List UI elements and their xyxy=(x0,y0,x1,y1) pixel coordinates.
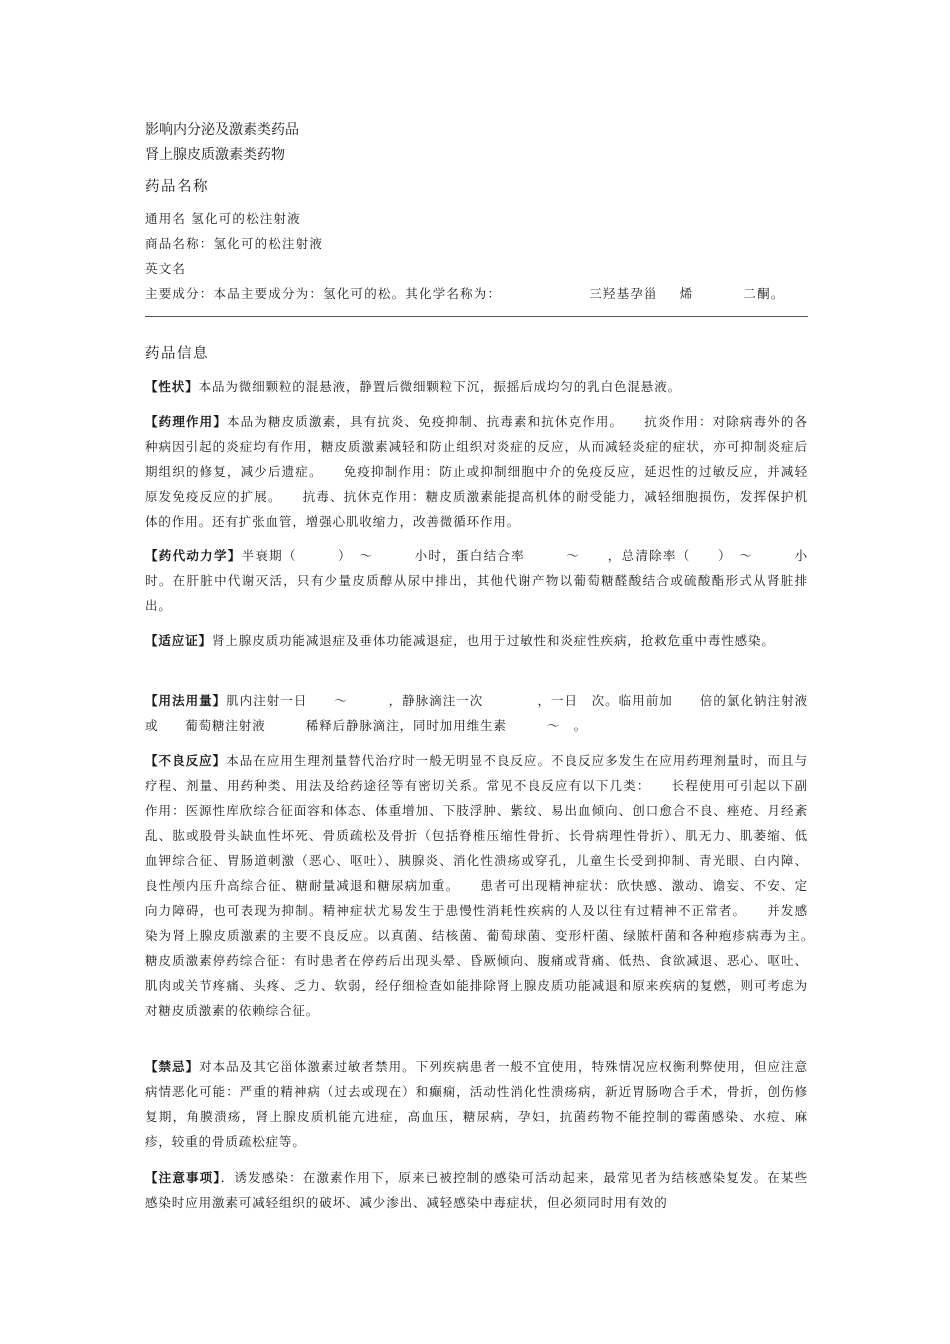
paragraph-text: 肌内注射一日 ～ ，静脉滴注一次 ，一日 次。临用前加 倍的氯化钠注射液或 葡萄糖注射液 稀释后静脉滴注，同时加用维生素 ～ 。 xyxy=(145,693,808,733)
section-divider xyxy=(145,316,808,317)
paragraph-precautions xyxy=(145,1165,808,1215)
chemical-name-part-2: 烯 xyxy=(679,286,694,301)
paragraph-text: 本品为糖皮质激素，具有抗炎、免疫抑制、抗毒素和抗休克作用。 抗炎作用：对除病毒外的各种病因引起的炎症均有作用，糖皮质激素减轻和防止组织对炎症的反应，从而减轻炎症的症状，亦可抑制炎症后期组织的修复，减少后遗症。 免疫抑制作用：防止或抑制细胞中介的免疫反应，延迟性的过敏反应，并减轻原发免疫反应的扩展。 抗毒、抗休克作用：糖皮质激素能提高机体的耐受能力，减轻细胞损伤，发挥保护机体的作用。还有扩张血管，增强心肌收缩力，改善微循环作用。 xyxy=(145,414,808,529)
paragraph-text: 对本品及其它甾体激素过敏者禁用。下列疾病患者一般不宜使用，特殊情况应权衡利弊使用，但应注意病情恶化可能：严重的精神病（过去或现在）和癫痫，活动性消化性溃疡病，新近胃肠吻合手术，骨折，创伤修复期，角膜溃疡，肾上腺皮质机能亢进症，高血压，糖尿病，孕妇，抗菌药物不能控制的霉菌感染、水痘、麻疹，较重的骨质疏松症等。 xyxy=(145,1059,808,1149)
main-ingredients xyxy=(145,286,785,302)
paragraph-dosage xyxy=(145,688,808,738)
paragraph-indications xyxy=(145,628,808,653)
paragraph-tag: 【不良反应】 xyxy=(145,753,227,768)
drug-name-section-title: 药品名称 xyxy=(145,179,209,195)
paragraph-text: 半衰期（ ） ～ 小时，蛋白结合率 ～ ，总清除率（ ） ～ 小时。在肝脏中代谢灭活，只有少量皮质醇从尿中排出，其他代谢产物以葡萄糖醛酸结合或硫酸酯形式从肾脏排出。 xyxy=(145,548,808,613)
chemical-name-part-1: 三羟基孕甾 xyxy=(589,286,658,301)
paragraph-text: 本品在应用生理剂量替代治疗时一般无明显不良反应。不良反应多发生在应用药理剂量时，而且与疗程、剂量、用药种类、用法及给药途径等有密切关系。常见不良反应有以下几类： 长程使用可引起以下副作用：医源性库欣综合征面容和体态、体重增加、下肢浮肿、紫纹、易出血倾向、创口愈合不良、痤疮、月经紊乱、肱或股骨头缺血性坏死、骨质疏松及骨折（包括脊椎压缩性骨折、长骨病理性骨折）、肌无力、肌萎缩、低血钾综合征、胃肠道刺激（恶心、呕吐）、胰腺炎、消化性溃疡或穿孔，儿童生长受到抑制、青光眼、白内障、良性颅内压升高综合征、糖耐量减退和糖尿病加重。 患者可出现精神症状：欣快感、激动、谵妄、不安、定向力障碍，也可表现为抑制。精神症状尤易发生于患慢性消耗性疾病的人及以往有过精神不正常者。 并发感染为肾上腺皮质激素的主要不良反应。以真菌、结核菌、葡萄球菌、变形杆菌、绿脓杆菌和各种疱疹病毒为主。 糖皮质激素停药综合征：有时患者在停药后出现头晕、昏厥倾向、腹痛或背痛、低热、食欲减退、恶心、呕吐、肌肉或关节疼痛、头疼、乏力、软弱，经仔细检查如能排除肾上腺皮质功能减退和原来疾病的复燃，则可考虑为对糖皮质激素的依赖综合征。 xyxy=(145,753,835,1018)
trade-name: 商品名称：氢化可的松注射液 xyxy=(145,236,324,251)
paragraph-tag: 【禁忌】 xyxy=(145,1059,200,1074)
drug-info-section-title: 药品信息 xyxy=(145,346,209,362)
paragraph-adverse-reactions xyxy=(145,748,835,1023)
chemical-name-part-3: 二酮。 xyxy=(743,286,785,301)
subcategory-title: 肾上腺皮质激素类药物 xyxy=(145,147,285,163)
paragraph-tag: 【用法用量】 xyxy=(145,693,227,708)
english-name: 英文名 xyxy=(145,261,187,276)
paragraph-text: ．诱发感染：在激素作用下，原来已被控制的感染可活动起来，最常见者为结核感染复发。在某些感染时应用激素可减轻组织的破坏、减少渗出、减轻感染中毒症状，但必须同时用有效的 xyxy=(145,1170,808,1210)
paragraph-tag: 【药理作用】 xyxy=(145,414,227,429)
paragraph-contraindications xyxy=(145,1054,808,1154)
paragraph-pharmacokinetics xyxy=(145,543,808,618)
paragraph-text: 本品为微细颗粒的混悬液，静置后微细颗粒下沉，振摇后成均匀的乳白色混悬液。 xyxy=(198,379,682,394)
ingredients-prefix: 主要成分：本品主要成分为：氢化可的松。其化学名称为： xyxy=(145,286,502,301)
paragraph-pharmacology xyxy=(145,409,808,534)
paragraph-tag: 【性状】 xyxy=(145,379,199,394)
generic-name: 通用名 氢化可的松注射液 xyxy=(145,211,301,226)
paragraph-text: 肾上腺皮质功能减退症及垂体功能减退症，也用于过敏性和炎症性疾病，抢救危重中毒性感染。 xyxy=(212,633,775,648)
paragraph-tag: 【药代动力学】 xyxy=(145,548,242,563)
paragraph-tag: 【注意事项】 xyxy=(145,1170,221,1185)
paragraph-tag: 【适应证】 xyxy=(145,633,213,648)
category-title: 影响内分泌及激素类药品 xyxy=(145,122,299,138)
paragraph-properties xyxy=(145,374,808,399)
